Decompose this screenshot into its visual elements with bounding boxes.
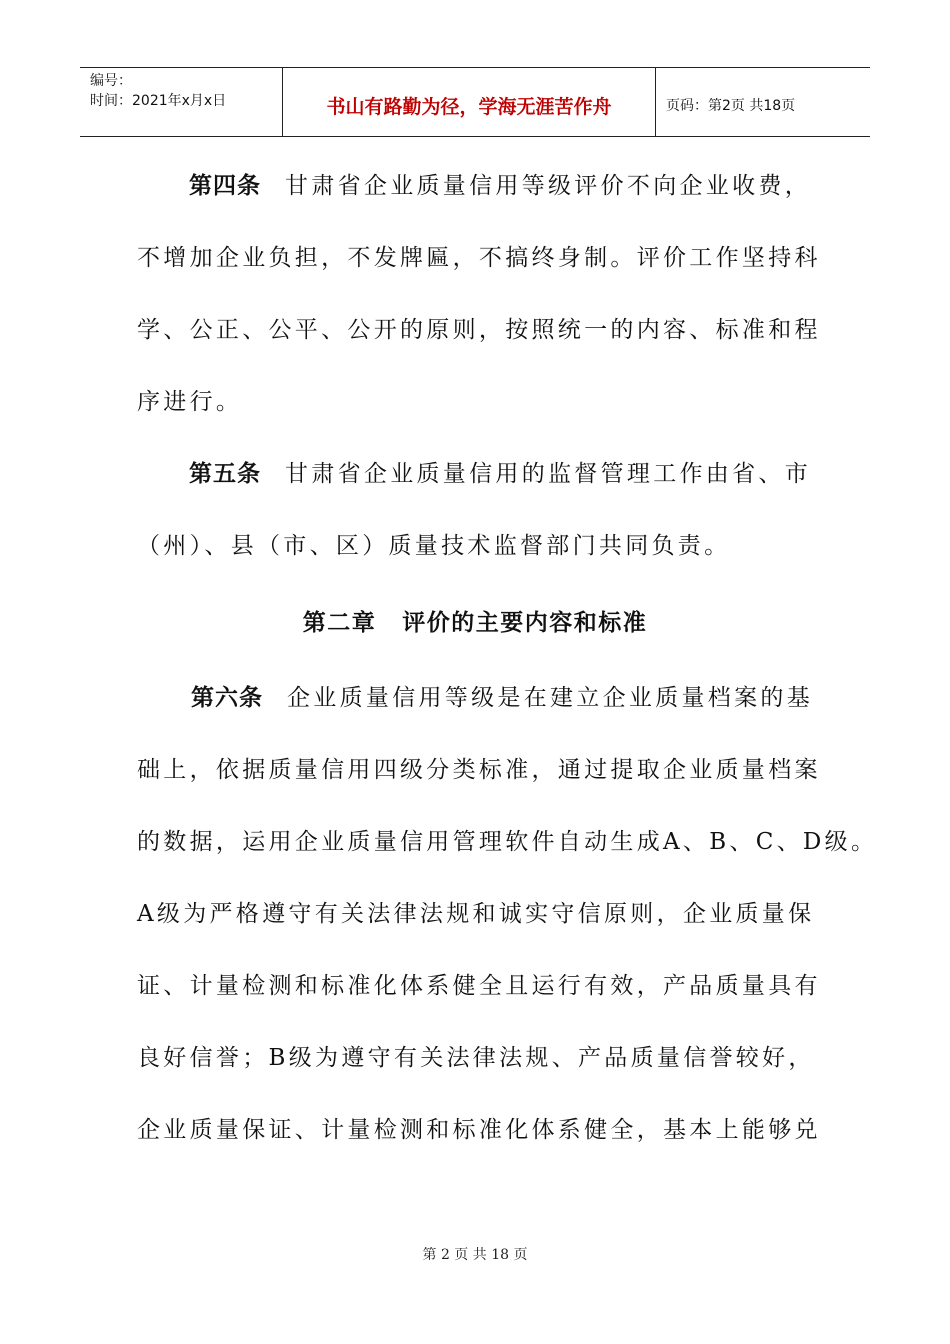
article-line: 不增加企业负担，不发牌匾，不搞终身制。评价工作坚持科: [137, 245, 821, 271]
article-line: [137, 680, 817, 752]
article-text: 甘肃省企业质量信用等级评价不向企业收费，: [285, 173, 811, 199]
article-text: 甘肃省企业质量信用的监督管理工作由省、市: [285, 461, 811, 487]
article-4: [137, 168, 821, 456]
serial-label: 编号：: [90, 73, 132, 89]
article-heading: 第五条: [189, 461, 261, 487]
article-line: （州）、县（市、区）质量技术监督部门共同负责。: [137, 533, 731, 559]
chapter-title: 评价的主要内容和标准: [402, 610, 648, 636]
chapter-number: 第二章: [302, 610, 377, 636]
chapter-heading: [0, 604, 950, 637]
header-motto-cell: [282, 68, 656, 136]
motto: 书山有路勤为径，学海无涯苦作舟: [326, 96, 612, 118]
article-line: 的数据，运用企业质量信用管理软件自动生成A、B、C、D级。: [137, 829, 878, 855]
page-header: [80, 67, 870, 137]
article-line: 序进行。: [137, 389, 243, 415]
article-line: 企业质量保证、计量检测和标准化体系健全，基本上能够兑: [137, 1117, 821, 1143]
article-line: 证、计量检测和标准化体系健全且运行有效，产品质量具有: [137, 973, 821, 999]
header-meta-cell: [80, 68, 282, 136]
article-line: A级为严格遵守有关法律法规和诚实守信原则，企业质量保: [137, 901, 815, 927]
article-line: 础上，依据质量信用四级分类标准，通过提取企业质量档案: [137, 757, 821, 783]
article-line: [137, 456, 817, 528]
article-line: 学、公正、公平、公开的原则，按照统一的内容、标准和程: [137, 317, 821, 343]
time-label: 时间：2021年x月x日: [90, 93, 227, 109]
article-line: 良好信誉；B级为遵守有关法律法规、产品质量信誉较好，: [137, 1045, 815, 1071]
article-text: 企业质量信用等级是在建立企业质量档案的基: [287, 685, 813, 711]
article-heading: 第四条: [189, 173, 261, 199]
article-line: [137, 168, 817, 240]
page-info: 页码：第2页 共18页: [666, 98, 796, 114]
header-page-cell: [656, 68, 870, 136]
article-heading: 第六条: [191, 685, 263, 711]
article-5: [137, 456, 817, 600]
page-footer: 第 2 页 共 18 页: [422, 1247, 528, 1263]
article-6: [137, 680, 878, 1184]
